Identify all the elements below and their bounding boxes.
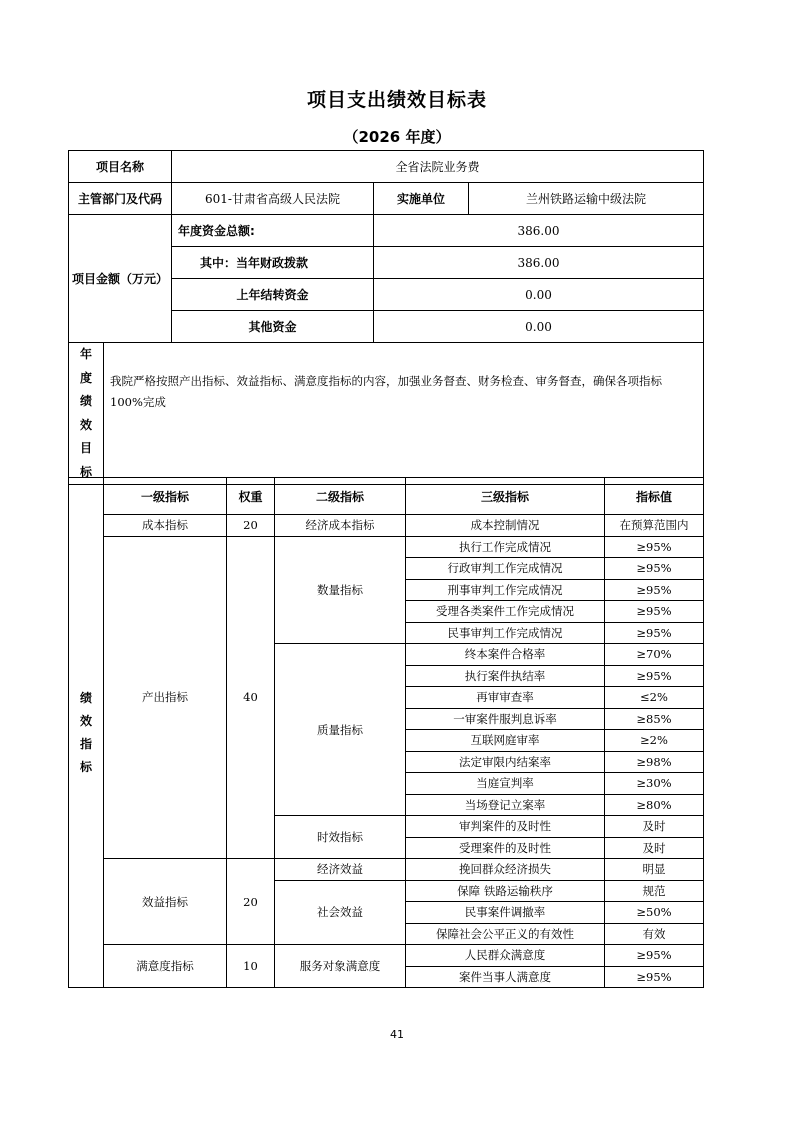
dept-value: 601-甘肃省高级人民法院: [172, 183, 374, 215]
indicator-value: ≥2%: [605, 730, 704, 752]
indicators-side-label: [69, 478, 104, 988]
level2-economic-cost: 经济成本指标: [275, 515, 406, 537]
page-subtitle: （2026 年度）: [343, 128, 451, 146]
amount-total-label: 年度资金总额:: [172, 215, 374, 247]
amount-total-value: 386.00: [374, 215, 704, 247]
indicator-value: ≥95%: [605, 622, 704, 644]
indicator-name: 当场登记立案率: [406, 794, 605, 816]
indicator-name: 刑事审判工作完成情况: [406, 579, 605, 601]
indicator-name: 受理案件的及时性: [406, 837, 605, 859]
level1-cost: 成本指标: [104, 515, 227, 537]
level2-economic-benefit: 经济效益: [275, 859, 406, 881]
indicator-value: 在预算范围内: [605, 515, 704, 537]
indicator-value: ≥95%: [605, 558, 704, 580]
header-level2: 二级指标: [275, 478, 406, 515]
indicator-value: 有效: [605, 923, 704, 945]
indicator-name: 保障 铁路运输秩序: [406, 880, 605, 902]
indicator-name: 法定审限内结案率: [406, 751, 605, 773]
header-level1: 一级指标: [104, 478, 227, 515]
amount-label: 项目金额（万元）: [69, 215, 172, 343]
indicators-side-char: 指: [79, 736, 92, 751]
objective-label-char: 度: [79, 370, 92, 385]
indicator-value: 规范: [605, 880, 704, 902]
dept-label: 主管部门及代码: [69, 183, 172, 215]
indicator-value: ≥95%: [605, 966, 704, 988]
indicator-value: ≥70%: [605, 644, 704, 666]
weight-cost: 20: [227, 515, 275, 537]
amount-fiscal-label: 其中：当年财政拨款: [172, 247, 374, 279]
indicator-value: ≥50%: [605, 902, 704, 924]
indicator-value: ≥95%: [605, 579, 704, 601]
impl-unit-label: 实施单位: [374, 183, 469, 215]
amount-fiscal-value: 386.00: [374, 247, 704, 279]
indicator-name: 互联网庭审率: [406, 730, 605, 752]
indicator-name: 执行工作完成情况: [406, 536, 605, 558]
level2-timeliness: 时效指标: [275, 816, 406, 859]
weight-benefit: 20: [227, 859, 275, 945]
header-level3: 三级指标: [406, 478, 605, 515]
indicator-value: 及时: [605, 816, 704, 838]
page-number: 41: [390, 1028, 404, 1041]
level2-service-satisfaction: 服务对象满意度: [275, 945, 406, 988]
level2-social-benefit: 社会效益: [275, 880, 406, 945]
objective-text: 我院严格按照产出指标、效益指标、满意度指标的内容，加强业务督查、财务检查、审务督查，确保各项指标 100%完成: [104, 343, 704, 485]
indicator-value: ≥95%: [605, 665, 704, 687]
objective-label-char: 绩: [79, 394, 92, 408]
indicator-name: 成本控制情况: [406, 515, 605, 537]
amount-carryover-value: 0.00: [374, 279, 704, 311]
level2-quantity: 数量指标: [275, 536, 406, 644]
indicator-name: 一审案件服判息诉率: [406, 708, 605, 730]
indicator-value: ≥98%: [605, 751, 704, 773]
indicators-side-char: 绩: [79, 690, 92, 705]
indicator-name: 终本案件合格率: [406, 644, 605, 666]
indicators-side-char: 效: [79, 713, 92, 728]
level1-satisfaction: 满意度指标: [104, 945, 227, 988]
header-value: 指标值: [605, 478, 704, 515]
page-title: 项目支出绩效目标表: [306, 89, 487, 111]
indicator-name: 人民群众满意度: [406, 945, 605, 967]
indicator-name: 受理各类案件工作完成情况: [406, 601, 605, 623]
level1-output: 产出指标: [104, 536, 227, 859]
amount-other-value: 0.00: [374, 311, 704, 343]
objective-label: [69, 343, 104, 485]
indicator-value: ≥80%: [605, 794, 704, 816]
indicator-name: 保障社会公平正义的有效性: [406, 923, 605, 945]
indicator-name: 挽回群众经济损失: [406, 859, 605, 881]
indicator-name: 当庭宣判率: [406, 773, 605, 795]
level1-benefit: 效益指标: [104, 859, 227, 945]
amount-other-label: 其他资金: [172, 311, 374, 343]
indicators-side-char: 标: [79, 759, 92, 774]
indicator-name: 审判案件的及时性: [406, 816, 605, 838]
impl-unit-value: 兰州铁路运输中级法院: [469, 183, 704, 215]
indicator-name: 执行案件执结率: [406, 665, 605, 687]
indicator-name: 民事审判工作完成情况: [406, 622, 605, 644]
project-name-value: 全省法院业务费: [172, 151, 704, 183]
indicator-value: ≥30%: [605, 773, 704, 795]
indicator-value: 明显: [605, 859, 704, 881]
indicator-name: 民事案件调撤率: [406, 902, 605, 924]
indicators-table: [68, 477, 704, 988]
indicator-name: 行政审判工作完成情况: [406, 558, 605, 580]
project-info-table: [68, 150, 704, 485]
indicator-value: ≥95%: [605, 601, 704, 623]
weight-satisfaction: 10: [227, 945, 275, 988]
level2-quality: 质量指标: [275, 644, 406, 816]
indicator-value: ≥95%: [605, 945, 704, 967]
indicator-name: 再审审查率: [406, 687, 605, 709]
objective-label-char: 年: [79, 347, 92, 361]
header-weight: 权重: [227, 478, 275, 515]
weight-output: 40: [227, 536, 275, 859]
indicator-value: ≥85%: [605, 708, 704, 730]
objective-label-char: 标: [79, 464, 92, 479]
indicator-value: ≤2%: [605, 687, 704, 709]
indicator-name: 案件当事人满意度: [406, 966, 605, 988]
objective-label-char: 效: [79, 417, 92, 432]
project-name-label: 项目名称: [69, 151, 172, 183]
objective-label-char: 目: [79, 441, 92, 455]
amount-carryover-label: 上年结转资金: [172, 279, 374, 311]
indicator-value: 及时: [605, 837, 704, 859]
indicator-value: ≥95%: [605, 536, 704, 558]
